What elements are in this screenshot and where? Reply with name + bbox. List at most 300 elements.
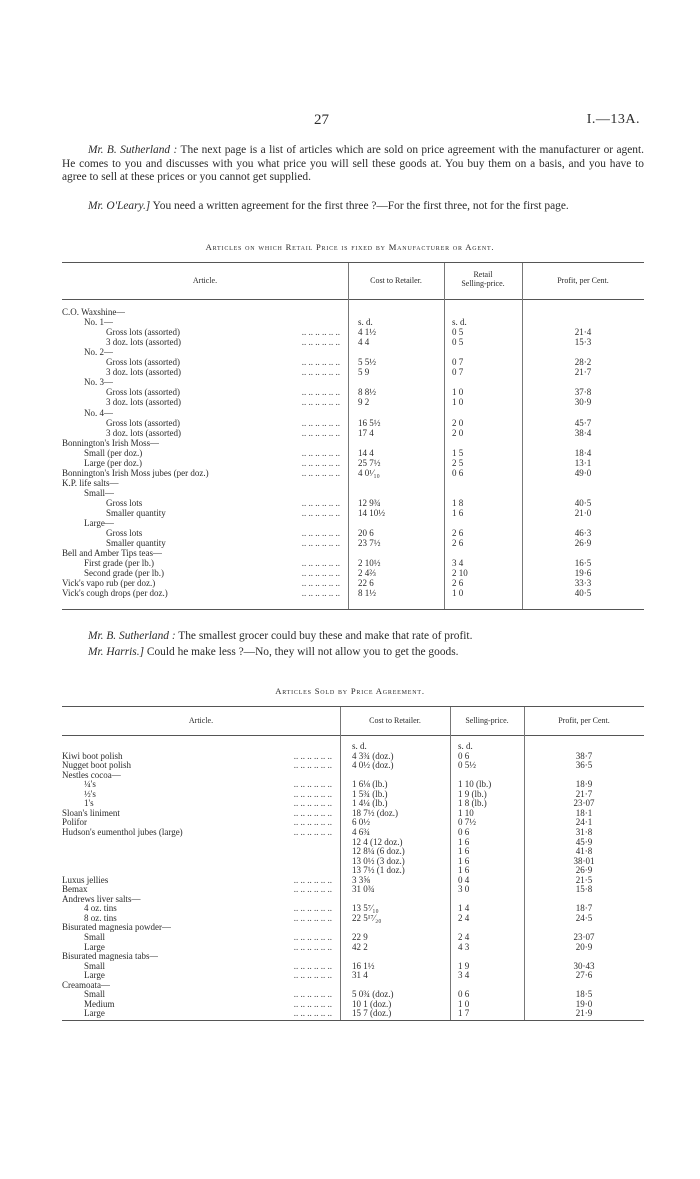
cost-cell: 4 0¹⁄₁₀ [358,467,380,478]
article-cell: Creamoata— [62,979,110,990]
table1-row [62,488,644,498]
table2 [62,706,644,1021]
article-cell: Smaller quantity [106,508,166,518]
table2-row [62,942,644,952]
table1-row [62,548,644,558]
table1-row [62,538,644,548]
selling-price-cell: 1 10 (lb.) [458,779,492,790]
profit-cell: 26·9 [575,865,593,876]
table2-header-profit: Profit, per Cent. [558,716,610,725]
cost-cell: 22 9 [352,932,368,942]
table2-row [62,770,644,780]
selling-price-cell: 1 7 [458,1008,470,1019]
leader-dots: .. .. .. .. .. .. [301,538,340,549]
table1-row [62,458,644,468]
profit-cell: 46·3 [574,528,592,539]
leader-dots: .. .. .. .. .. .. [293,884,332,895]
profit-cell: 21·7 [574,367,592,378]
profit-cell: 24·5 [575,912,593,923]
article-cell: Nugget boot polish [62,760,131,771]
paragraph-text: The smallest grocer could buy these and make that rate of profit. [175,630,473,642]
selling-price-cell: 2 6 [452,528,464,539]
selling-price-cell: 1 0 [452,387,464,398]
article-cell: Gross lots (assorted) [106,417,180,428]
table1-row [62,347,644,357]
article-cell: Luxus jellies [62,874,109,885]
cost-cell: 1 6⅛ (lb.) [352,779,388,790]
leader-dots: .. .. .. .. .. .. [293,989,332,1000]
selling-price-cell: 0 6 [458,750,470,761]
cost-cell: 6 0½ [352,817,370,828]
article-cell: Gross lots (assorted) [106,387,180,398]
selling-price-cell: 0 7 [452,367,464,378]
table1-title: Articles on which Retail Price is fixed by Manufacturer or Agent. [205,242,495,252]
paragraph-text: The next page is a list of articles which are sold on price agreement with the manufacturer or agent. He comes to you and discusses with you what price you will sell these goods at. You buy them on a basis, and you have to agree to sell at these prices or you cannot get supplied. [62,144,644,184]
table2-row [62,951,644,961]
table1-row [62,327,644,337]
cost-cell: 22 6 [358,578,374,589]
selling-price-cell: 1 9 (lb.) [458,788,487,799]
article-cell: Small [84,960,106,971]
article-cell: 3 doz. lots (assorted) [106,427,181,438]
profit-cell: 21·5 [575,874,593,885]
selling-price-cell: 0 6 [452,467,464,478]
profit-cell: 21·9 [575,1008,593,1019]
article-cell: Andrews liver salts— [62,893,141,904]
profit-cell: 21·4 [574,327,592,338]
selling-price-cell: 2 5 [452,457,464,468]
leader-dots: .. .. .. .. .. .. [301,417,340,428]
article-cell: Large (per doz.) [84,457,143,468]
article-cell: No. 2— [84,347,113,358]
profit-cell: 27·6 [575,970,593,981]
speaker: Mr. B. Sutherland : [88,144,178,156]
article-cell: Gross lots [106,497,143,508]
selling-price-cell: 1 6 [458,865,470,876]
table2-row [62,894,644,904]
table2-row [62,999,644,1009]
profit-cell: 21·0 [574,508,592,518]
table1-row [62,307,644,317]
intro-paragraph-2 [62,200,644,214]
paragraph-text: You need a written agreement for the first three ?—For the first three, not for the first page. [150,200,569,212]
table1-row [62,387,644,397]
leader-dots: .. .. .. .. .. .. [301,387,340,398]
table1-row [62,357,644,367]
selling-price-cell: 1 8 [452,497,464,508]
cost-cell: 22 5¹⁷⁄₂₀ [352,912,382,923]
article-cell: Bonnington's Irish Moss— [62,437,160,448]
profit-cell: 15·8 [575,884,593,895]
profit-cell: 23·07 [573,798,595,809]
leader-dots: .. .. .. .. .. .. [293,912,332,923]
table2-row [62,817,644,827]
table2-header-selling: Selling-price. [465,716,509,725]
speaker: Mr. O'Leary.] [88,200,151,212]
article-cell: Hudson's eumenthol jubes (large) [62,826,183,837]
cost-cell: 17 4 [358,427,374,438]
cost-cell: 13 0½ (3 doz.) [352,855,405,866]
table2-row [62,980,644,990]
profit-cell: 38·4 [574,427,592,438]
cost-cell: s. d. [352,741,367,751]
cost-cell: 25 7½ [358,457,381,468]
document-reference: I.—13A. [586,112,640,127]
article-cell: Large [84,1008,105,1019]
leader-dots: .. .. .. .. .. .. [293,932,332,942]
profit-cell: 18·5 [575,989,593,1000]
leader-dots: .. .. .. .. .. .. [293,960,332,971]
table1-row [62,478,644,488]
article-cell: Gross lots (assorted) [106,327,180,338]
selling-price-cell: 1 10 [458,807,474,818]
article-cell: Medium [84,998,115,1009]
intro-paragraph-1 [62,144,644,185]
selling-price-cell: 1 4 [458,903,470,914]
article-cell: First grade (per lb.) [84,558,154,569]
table2-header-article: Article. [188,716,214,725]
leader-dots: .. .. .. .. .. .. [293,903,332,914]
cost-cell: 4 1½ [358,327,376,338]
selling-price-cell: 3 0 [458,884,470,895]
cost-cell: s. d. [358,317,373,328]
table2-row [62,884,644,894]
article-cell: Gross lots [106,528,143,539]
table2-row [62,961,644,971]
profit-cell: 30·9 [574,397,592,408]
cost-cell: 20 6 [358,528,374,539]
selling-price-cell: 1 6 [458,836,470,847]
profit-cell: 33·3 [574,578,592,589]
table1-row [62,468,644,478]
selling-price-cell: 3 4 [452,558,464,569]
selling-price-cell: s. d. [458,741,473,751]
cost-cell: 12 8¼ (6 doz.) [352,846,405,857]
selling-price-cell: 1 8 (lb.) [458,798,487,809]
cost-cell: 8 1½ [358,588,376,599]
article-cell: Vick's cough drops (per doz.) [62,588,168,599]
table2-row [62,970,644,980]
cost-cell: 15 7 (doz.) [352,1008,392,1019]
article-cell: No. 3— [84,377,113,388]
selling-price-cell: 0 7 [452,357,464,368]
profit-cell: 21·7 [575,788,593,799]
leader-dots: .. .. .. .. .. .. [293,874,332,885]
table2-row [62,856,644,866]
table1-row [62,377,644,387]
article-cell: Bisurated magnesia tabs— [62,951,159,962]
selling-price-cell: 2 6 [452,538,464,549]
leader-dots: .. .. .. .. .. .. [293,788,332,799]
table1-row [62,438,644,448]
table2-header-row [62,707,644,736]
leader-dots: .. .. .. .. .. .. [301,397,340,408]
article-cell: Kiwi boot polish [62,750,123,761]
profit-cell: 40·5 [574,497,592,508]
paragraph-text: Could he make less ?—No, they will not allow you to get the goods. [144,646,459,658]
profit-cell: 45·9 [575,836,593,847]
profit-cell: 13·1 [574,457,592,468]
cost-cell: 4 6¾ [352,826,370,837]
cost-cell: 12 9¾ [358,497,381,508]
cost-cell: 5 9 [358,367,370,378]
selling-price-cell: 0 6 [458,826,470,837]
article-cell: K.P. life salts— [62,477,119,488]
profit-cell: 31·8 [575,826,593,837]
cost-cell: 12 4 (12 doz.) [352,836,403,847]
table2-row [62,913,644,923]
leader-dots: .. .. .. .. .. .. [301,588,340,599]
leader-dots: .. .. .. .. .. .. [293,817,332,828]
leader-dots: .. .. .. .. .. .. [293,998,332,1009]
cost-cell: 10 1 (doz.) [352,998,392,1009]
cost-cell: 14 10½ [358,508,385,518]
cost-cell: 31 0¾ [352,884,375,895]
article-cell: Sloan's liniment [62,807,120,818]
cost-cell: 3 3⅝ [352,874,370,885]
profit-cell: 28·2 [574,357,592,368]
profit-cell: 18·4 [574,447,592,458]
profit-cell: 30·43 [573,960,595,971]
table2-row [62,865,644,875]
cost-cell: 4 3¾ (doz.) [352,750,394,761]
leader-dots: .. .. .. .. .. .. [301,528,340,539]
cost-cell: 2 10½ [358,558,381,569]
table2-header-cost: Cost to Retailer. [369,716,421,725]
table2-title: Articles Sold by Price Agreement. [275,686,425,696]
middle-paragraph-1 [62,630,644,644]
leader-dots: .. .. .. .. .. .. [293,826,332,837]
table2-row [62,846,644,856]
article-cell: ½'s [84,788,96,799]
profit-cell: 45·7 [574,417,592,428]
leader-dots: .. .. .. .. .. .. [301,568,340,579]
cost-cell: 8 8½ [358,387,376,398]
cost-cell: 42 2 [352,941,368,952]
leader-dots: .. .. .. .. .. .. [301,578,340,589]
table1-header-row [62,263,644,300]
table1 [62,262,644,610]
article-cell: No. 4— [84,407,113,418]
table2-row [62,779,644,789]
profit-cell: 18·9 [575,779,593,790]
cost-cell: 18 7½ (doz.) [352,807,398,818]
profit-cell: 18·1 [575,807,593,818]
profit-cell: 49·0 [574,467,592,478]
selling-price-cell: 1 0 [452,397,464,408]
leader-dots: .. .. .. .. .. .. [301,337,340,348]
selling-price-cell: 3 4 [458,970,470,981]
article-cell: Gross lots (assorted) [106,357,180,368]
article-cell: Vick's vapo rub (per doz.) [62,578,156,589]
selling-price-cell: 0 7½ [458,817,476,828]
article-cell: 8 oz. tins [84,912,117,923]
table1-row [62,397,644,407]
table1-row [62,558,644,568]
profit-cell: 23·07 [573,932,595,942]
selling-price-cell: 2 10 [452,568,468,579]
table2-row [62,989,644,999]
table1-row [62,508,644,518]
article-cell: Nestles cocoa— [62,769,121,780]
leader-dots: .. .. .. .. .. .. [301,447,340,458]
table2-row [62,789,644,799]
table2-row [62,760,644,770]
speaker: Mr. Harris.] [88,646,145,658]
selling-price-cell: 2 0 [452,427,464,438]
article-cell: Large [84,970,105,981]
table1-row [62,428,644,438]
table1-row [62,367,644,377]
leader-dots: .. .. .. .. .. .. [293,760,332,771]
leader-dots: .. .. .. .. .. .. [301,467,340,478]
table2-row [62,903,644,913]
article-cell: Large [84,941,105,952]
article-cell: Bonnington's Irish Moss jubes (per doz.) [62,467,209,478]
speaker: Mr. B. Sutherland : [88,630,176,642]
cost-cell: 13 5⁷⁄₁₀ [352,903,379,914]
cost-cell: 16 1½ [352,960,375,971]
article-cell: No. 1— [84,317,113,328]
table1-row [62,498,644,508]
table1-row [62,448,644,458]
page-header [0,112,700,132]
cost-cell: 4 0½ (doz.) [352,760,394,771]
profit-cell: 16·5 [574,558,592,569]
profit-cell: 40·5 [574,588,592,599]
leader-dots: .. .. .. .. .. .. [293,807,332,818]
leader-dots: .. .. .. .. .. .. [293,970,332,981]
article-cell: 3 doz. lots (assorted) [106,337,181,348]
leader-dots: .. .. .. .. .. .. [301,357,340,368]
article-cell: Small (per doz.) [84,447,143,458]
profit-cell: 38·7 [575,750,593,761]
table1-row [62,408,644,418]
selling-price-cell: 1 0 [452,588,464,599]
table1-header-retail [444,270,522,288]
cost-cell: 16 5½ [358,417,381,428]
selling-price-cell: 4 3 [458,941,470,952]
table1-row [62,317,644,327]
profit-cell: 20·9 [575,941,593,952]
article-cell: Large— [84,518,114,529]
selling-price-cell: 0 5 [452,337,464,348]
article-cell: Bemax [62,884,88,895]
selling-price-cell: 0 4 [458,874,470,885]
leader-dots: .. .. .. .. .. .. [301,457,340,468]
profit-cell: 36·5 [575,760,593,771]
cost-cell: 1 5¾ (lb.) [352,788,388,799]
article-cell: Polifor [62,817,88,828]
selling-price-cell: 1 5 [452,447,464,458]
article-cell: Bisurated magnesia powder— [62,922,171,933]
table2-row [62,808,644,818]
article-cell: 4 oz. tins [84,903,117,914]
article-cell: Second grade (per lb.) [84,568,164,579]
profit-cell: 26·9 [574,538,592,549]
cost-cell: 31 4 [352,970,368,981]
selling-price-cell: 1 6 [458,846,470,857]
table1-row [62,568,644,578]
table2-row [62,741,644,751]
selling-price-cell: 1 0 [458,998,470,1009]
cost-cell: 2 4⅔ [358,568,376,579]
table1-row [62,337,644,347]
table1-row [62,528,644,538]
profit-cell: 24·1 [575,817,593,828]
profit-cell: 19·6 [574,568,592,579]
article-cell: Small [84,989,106,1000]
leader-dots: .. .. .. .. .. .. [301,327,340,338]
cost-cell: 5 0¾ (doz.) [352,989,394,1000]
leader-dots: .. .. .. .. .. .. [301,367,340,378]
cost-cell: 23 7½ [358,538,381,549]
table1-row [62,518,644,528]
profit-cell: 37·8 [574,387,592,398]
leader-dots: .. .. .. .. .. .. [293,798,332,809]
article-cell: 3 doz. lots (assorted) [106,397,181,408]
selling-price-label: Selling-price. [461,279,505,288]
leader-dots: .. .. .. .. .. .. [293,750,332,761]
article-cell: 1's [84,798,94,809]
profit-cell: 15·3 [574,337,592,348]
article-cell: ¼'s [84,779,96,790]
table2-row [62,922,644,932]
article-cell: Bell and Amber Tips teas— [62,548,163,559]
profit-cell: 19·0 [575,998,593,1009]
cost-cell: 13 7½ (1 doz.) [352,865,405,876]
article-cell: Small [84,932,106,942]
selling-price-cell: 0 5½ [458,760,476,771]
table1-row [62,578,644,588]
table2-row [62,875,644,885]
selling-price-cell: 2 4 [458,932,470,942]
table1-row [62,588,644,598]
selling-price-cell: 2 6 [452,578,464,589]
article-cell: Small— [84,487,115,498]
table2-row [62,798,644,808]
selling-price-cell: s. d. [452,317,467,328]
profit-cell: 41·8 [575,846,593,857]
table1-row [62,418,644,428]
table2-row [62,837,644,847]
table2-row [62,827,644,837]
profit-cell: 18·7 [575,903,593,914]
leader-dots: .. .. .. .. .. .. [301,427,340,438]
article-cell: 3 doz. lots (assorted) [106,367,181,378]
leader-dots: .. .. .. .. .. .. [293,779,332,790]
selling-price-cell: 2 4 [458,912,470,923]
selling-price-cell: 1 9 [458,960,470,971]
cost-cell: 9 2 [358,397,370,408]
cost-cell: 1 4¼ (lb.) [352,798,388,809]
leader-dots: .. .. .. .. .. .. [293,941,332,952]
article-cell: C.O. Waxshine— [62,307,126,317]
leader-dots: .. .. .. .. .. .. [301,497,340,508]
table1-header-article: Article. [192,276,218,285]
leader-dots: .. .. .. .. .. .. [301,508,340,518]
table2-row [62,932,644,942]
middle-paragraph-2 [62,646,644,660]
selling-price-cell: 2 0 [452,417,464,428]
table1-header-cost: Cost to Retailer. [370,276,422,285]
cost-cell: 14 4 [358,447,374,458]
page-number: 27 [314,112,329,128]
table2-row [62,751,644,761]
table1-header-profit: Profit, per Cent. [557,276,609,285]
profit-cell: 38·01 [573,855,595,866]
leader-dots: .. .. .. .. .. .. [301,558,340,569]
